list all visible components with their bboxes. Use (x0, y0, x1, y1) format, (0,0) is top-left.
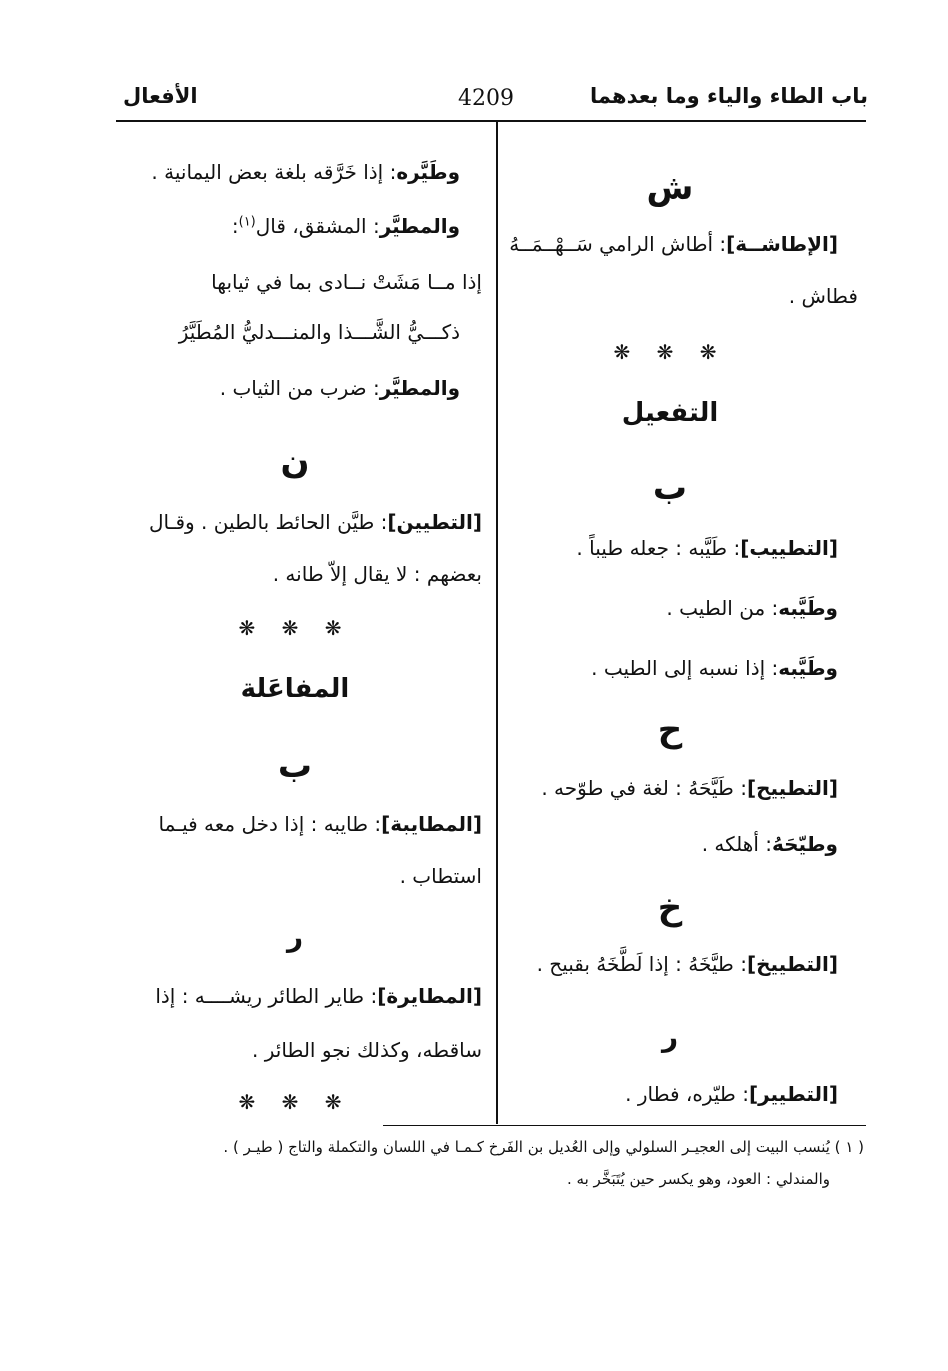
entry-mutayyar-1 (232, 214, 460, 238)
page-number: 4209 (458, 86, 514, 111)
entry-text: : طايبه : إذا دخل معه فيـما (158, 812, 382, 836)
entry-tayyahahu (702, 832, 838, 856)
entry-term: [المطايرة] (377, 984, 482, 1008)
entry-ishasha (509, 232, 838, 256)
section-separator: ❋ ❋ ❋ (238, 616, 352, 640)
footnote-rule (383, 1125, 866, 1126)
entry-text: : أطاش الرامي سَــهْــمَــهُ (509, 232, 727, 256)
entry-mutayara (155, 984, 482, 1008)
entry-term: وطَيَّبه (778, 656, 838, 680)
entry-tatyin (149, 510, 482, 534)
entry-continuation: بعضهم : لا يقال إلاّ طانه . (272, 562, 482, 586)
letter-heading-ra: ر (661, 1020, 679, 1053)
letter-heading-ba: ب (277, 746, 313, 786)
entry-term: والمطيَّر (379, 376, 460, 400)
entry-text: : ضرب من الثياب . (219, 376, 380, 400)
entry-tayyarahu (151, 160, 460, 184)
entry-tatyih (541, 776, 838, 800)
entry-term: والمطيَّر (379, 214, 460, 238)
entry-mutayyar-2 (220, 376, 460, 400)
entry-tatyir (625, 1082, 838, 1106)
column-divider (496, 121, 498, 1124)
footnote-line-1: ( ١ ) يُنسب البيت إلى العجيـر السلولي وإلى العُديل بن الفَرخ كـمـا في اللسان والتكملة والتاج ( طيـر ) . (223, 1138, 864, 1156)
entry-term: وطَيَّره (396, 160, 460, 184)
entry-term: [الإطاشــة] (726, 232, 838, 256)
letter-heading-kha: خ (657, 888, 683, 928)
entry-term: [التطيين] (387, 510, 482, 534)
entry-text: : من الطيب . (666, 596, 779, 620)
entry-term: [التطيير] (748, 1082, 838, 1106)
section-heading-mufaala: المفاعَلة (240, 674, 350, 704)
section-title: الأفعال (123, 84, 198, 108)
section-heading-tafil: التفعيل (621, 398, 719, 428)
entry-text: : طَيَّحَهُ : لغة في طوّحه . (541, 776, 747, 800)
entry-text: : طاير الطائر ريشــــه : إذا (155, 984, 378, 1008)
verse-line-1: إذا مــا مَشَتْ نــادى بما في ثيابها (211, 270, 482, 294)
entry-colon: : (231, 214, 239, 238)
section-separator: ❋ ❋ ❋ (238, 1090, 352, 1114)
entry-term: [المطايبة] (381, 812, 482, 836)
entry-tayyabahu-2 (591, 656, 838, 680)
entry-text: : أهلكه . (701, 832, 773, 856)
letter-heading-ha: ح (657, 710, 683, 750)
entry-text: : طيّره، فطار . (625, 1082, 749, 1106)
entry-term: [التطييخ] (746, 952, 838, 976)
letter-heading-ra: ر (286, 920, 304, 953)
letter-heading-ba: ب (652, 468, 688, 508)
entry-tayyabahu-1 (666, 596, 838, 620)
letter-heading-nun: ن (280, 442, 310, 482)
entry-term: وطَيَّبه (778, 596, 838, 620)
entry-text: : طَيَّبه : جعله طيباً . (576, 536, 741, 560)
letter-heading-shin: ش (646, 168, 694, 208)
entry-text: : إذا خَرَّقه بلغة بعض اليمانية . (151, 160, 397, 184)
entry-text: : المشقق، قال (255, 214, 380, 238)
section-separator: ❋ ❋ ❋ (613, 340, 727, 364)
entry-text: : طيَّخَهُ : إذا لَطَّخَهُ بقبيح . (536, 952, 747, 976)
entry-tatyikh (537, 952, 838, 976)
entry-term: [التطييح] (746, 776, 838, 800)
entry-continuation: ساقطه، وكذلك نجو الطائر . (252, 1038, 482, 1062)
footnote-reference: (١) (238, 214, 256, 230)
entry-text: : إذا نسبه إلى الطيب . (591, 656, 779, 680)
entry-continuation: استطاب . (399, 864, 482, 888)
chapter-title: باب الطاء والياء وما بعدهما (590, 84, 868, 108)
entry-term: وطيّحَهُ (772, 832, 838, 856)
entry-tatyib (576, 536, 838, 560)
entry-continuation: فطاش . (788, 284, 858, 308)
footnote-line-2: والمندلي : العود، وهو يكسر حين يُتَبَخَّر به . (567, 1170, 830, 1188)
verse-line-2: ذكـــيُّ الشَّـــذا والمنـــدليُّ المُطَيَّرُ (178, 320, 460, 344)
entry-mutayaba (159, 812, 482, 836)
header-rule (116, 120, 866, 122)
entry-term: [التطييب] (740, 536, 838, 560)
entry-text: : طيَّن الحائط بالطين . وقـال (148, 510, 388, 534)
